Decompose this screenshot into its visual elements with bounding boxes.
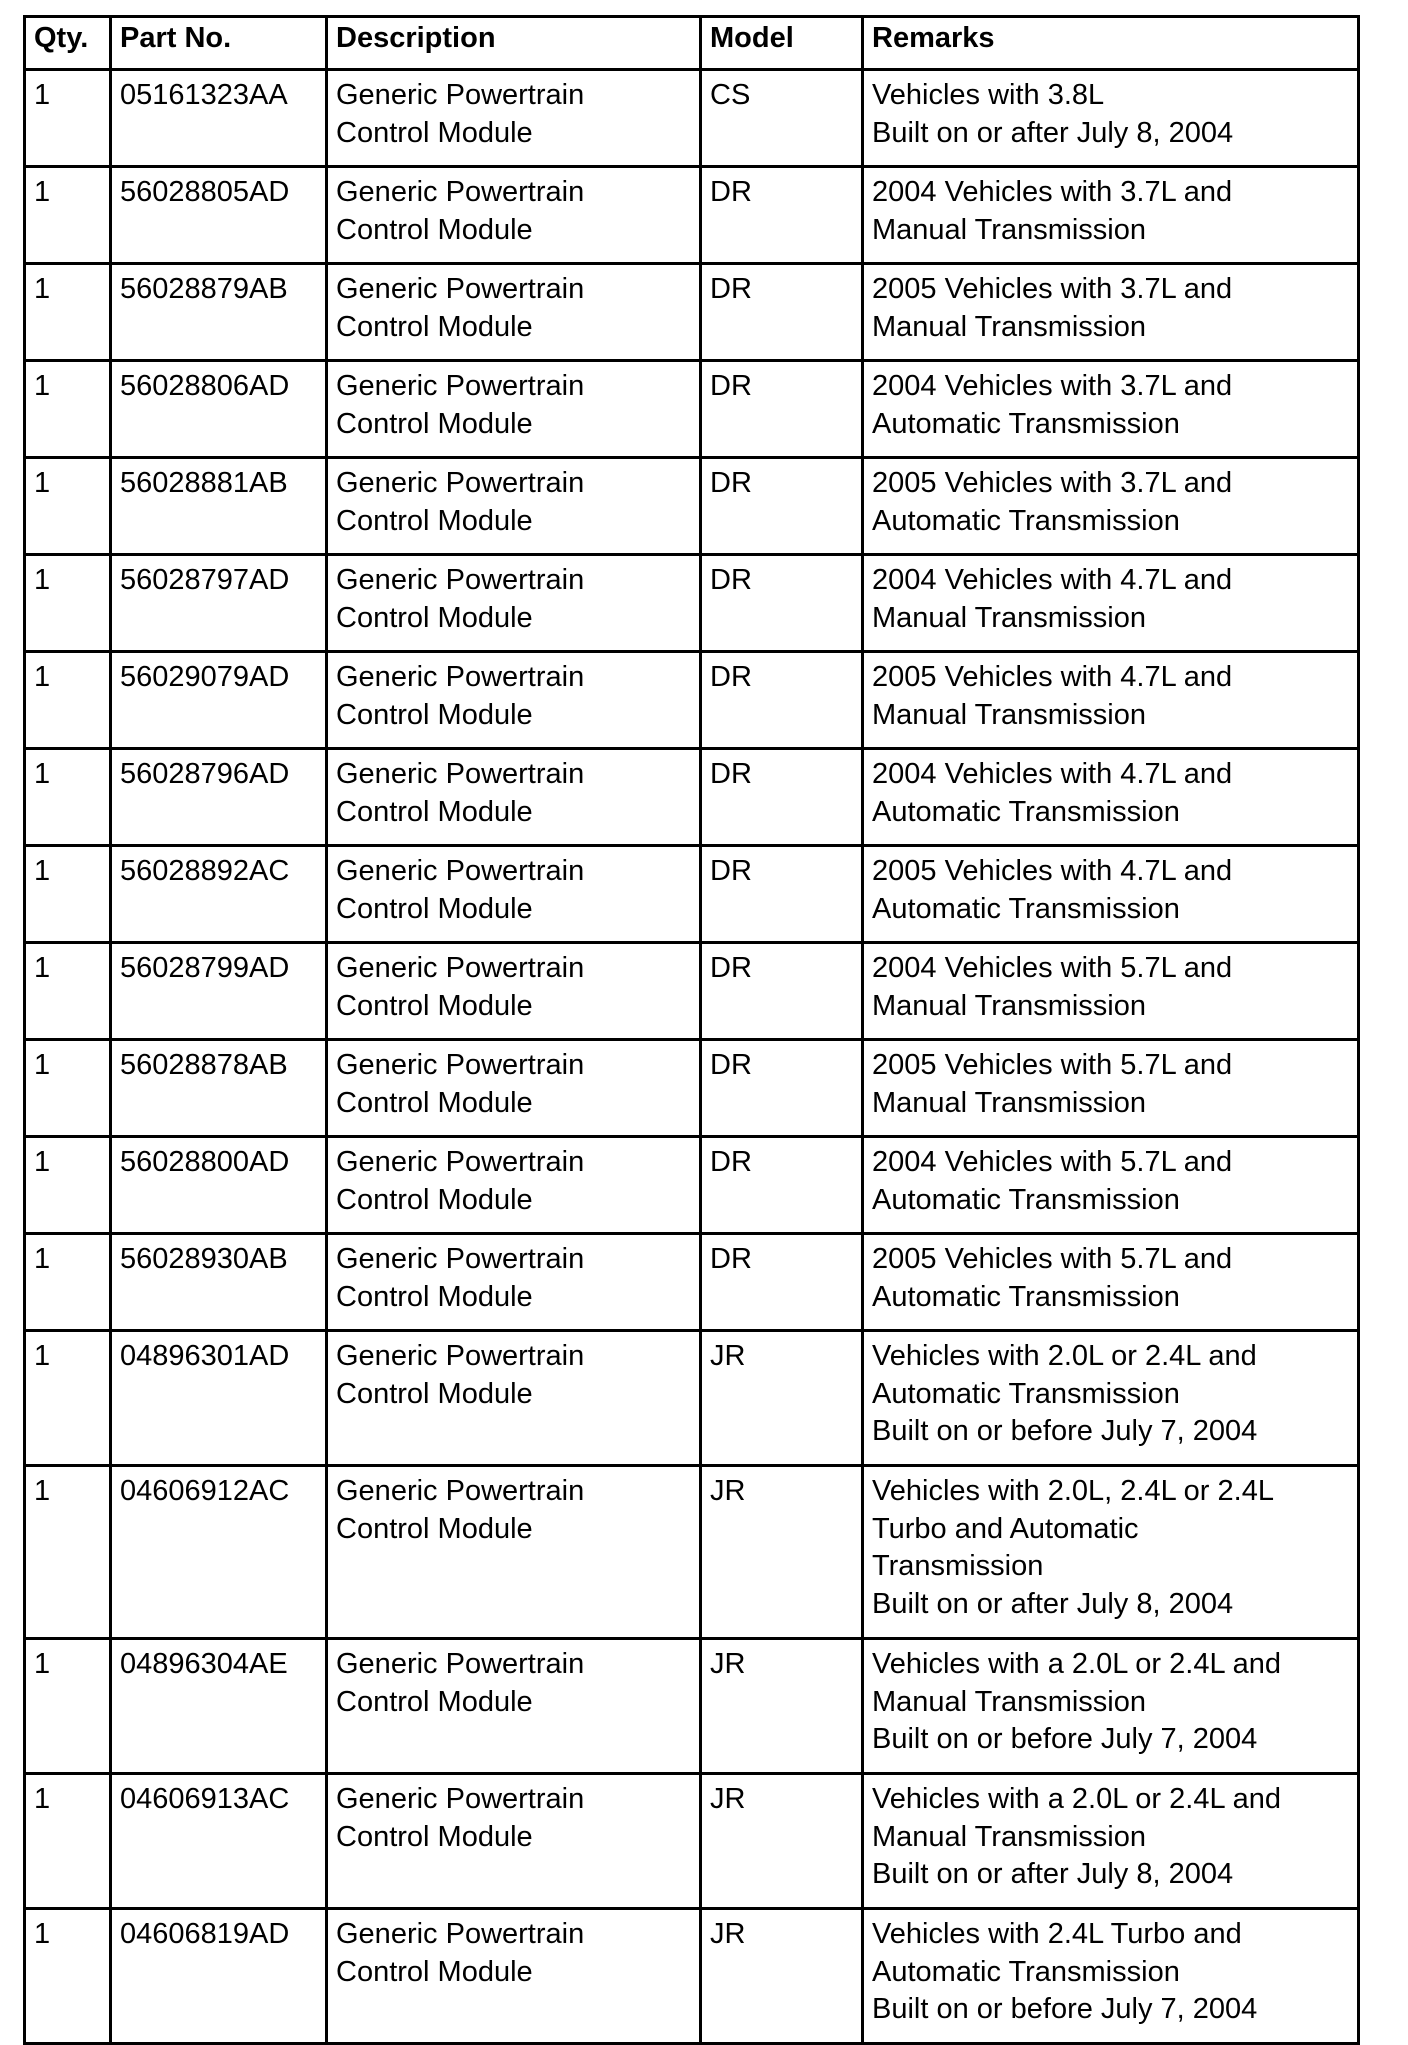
remarks-cell: [863, 167, 1359, 264]
remarks-line: Built on or after July 8, 2004: [872, 1587, 1234, 1620]
part-number-cell: 04896301AD: [111, 1331, 327, 1466]
remarks-cell: [863, 749, 1359, 846]
description-line: Generic Powertrain: [336, 1146, 585, 1178]
qty-cell: 1: [25, 167, 111, 264]
description-line: Control Module: [336, 1377, 533, 1410]
model-cell: JR: [701, 1774, 863, 1909]
table-row: [25, 1466, 1359, 1639]
header-row: [25, 17, 1359, 70]
remarks-cell: [863, 1040, 1359, 1137]
description-cell: [327, 1234, 701, 1331]
description-line: Control Module: [336, 407, 533, 440]
remarks-line: 2005 Vehicles with 3.7L and: [872, 273, 1233, 305]
part-number-cell: 04606912AC: [111, 1466, 327, 1639]
description-line: Generic Powertrain: [336, 1648, 585, 1680]
remarks-line: Manual Transmission: [872, 601, 1146, 634]
remarks-cell: [863, 943, 1359, 1040]
description-line: Control Module: [336, 1820, 533, 1853]
qty-cell: 1: [25, 1774, 111, 1909]
description-line: Control Module: [336, 1685, 533, 1718]
description-line: Control Module: [336, 1183, 533, 1216]
remarks-cell: [863, 1774, 1359, 1909]
description-line: Generic Powertrain: [336, 1340, 585, 1372]
remarks-cell: [863, 846, 1359, 943]
remarks-line: Built on or before July 7, 2004: [872, 1415, 1258, 1447]
description-line: Control Module: [336, 892, 533, 925]
description-line: Control Module: [336, 1512, 533, 1545]
table-row: [25, 1234, 1359, 1331]
description-line: Generic Powertrain: [336, 176, 585, 208]
remarks-line: Vehicles with 3.8L: [872, 79, 1105, 111]
table-row: [25, 70, 1359, 167]
remarks-cell: [863, 555, 1359, 652]
table-row: [25, 1774, 1359, 1909]
remarks-line: 2004 Vehicles with 4.7L and: [872, 564, 1233, 596]
description-line: Generic Powertrain: [336, 758, 585, 790]
model-cell: JR: [701, 1466, 863, 1639]
description-cell: [327, 264, 701, 361]
description-line: Generic Powertrain: [336, 1049, 585, 1081]
remarks-line: Automatic Transmission: [872, 504, 1180, 537]
header-part-no: Part No.: [111, 17, 327, 70]
qty-cell: 1: [25, 1234, 111, 1331]
description-cell: [327, 458, 701, 555]
remarks-line: 2004 Vehicles with 4.7L and: [872, 758, 1233, 790]
qty-cell: 1: [25, 943, 111, 1040]
remarks-line: Automatic Transmission: [872, 1280, 1180, 1313]
description-cell: [327, 1331, 701, 1466]
remarks-line: Automatic Transmission: [872, 1377, 1180, 1410]
description-cell: [327, 749, 701, 846]
qty-cell: 1: [25, 1331, 111, 1466]
remarks-line: 2005 Vehicles with 4.7L and: [872, 661, 1233, 693]
description-cell: [327, 167, 701, 264]
remarks-cell: [863, 458, 1359, 555]
model-cell: CS: [701, 70, 863, 167]
description-line: Control Module: [336, 698, 533, 731]
remarks-line: 2004 Vehicles with 3.7L and: [872, 176, 1233, 208]
description-cell: [327, 1040, 701, 1137]
remarks-line: 2004 Vehicles with 3.7L and: [872, 370, 1233, 402]
remarks-line: Vehicles with 2.0L, 2.4L or 2.4L: [872, 1475, 1274, 1507]
remarks-cell: [863, 1331, 1359, 1466]
table-row: [25, 1331, 1359, 1466]
part-number-cell: 56028878AB: [111, 1040, 327, 1137]
qty-cell: 1: [25, 458, 111, 555]
description-line: Control Module: [336, 989, 533, 1022]
qty-cell: 1: [25, 1466, 111, 1639]
remarks-line: Automatic Transmission: [872, 1183, 1180, 1216]
part-number-cell: 56028799AD: [111, 943, 327, 1040]
description-cell: [327, 1639, 701, 1774]
remarks-cell: [863, 70, 1359, 167]
description-line: Control Module: [336, 601, 533, 634]
qty-cell: 1: [25, 70, 111, 167]
header-remarks: Remarks: [863, 17, 1359, 70]
description-line: Control Module: [336, 310, 533, 343]
part-number-cell: 56028930AB: [111, 1234, 327, 1331]
description-line: Generic Powertrain: [336, 273, 585, 305]
remarks-line: Automatic Transmission: [872, 407, 1180, 440]
remarks-line: Automatic Transmission: [872, 795, 1180, 828]
description-cell: [327, 846, 701, 943]
description-line: Control Module: [336, 504, 533, 537]
remarks-line: Automatic Transmission: [872, 1955, 1180, 1988]
remarks-cell: [863, 1234, 1359, 1331]
model-cell: DR: [701, 1234, 863, 1331]
table-row: [25, 846, 1359, 943]
model-cell: DR: [701, 167, 863, 264]
header-model: Model: [701, 17, 863, 70]
qty-cell: 1: [25, 652, 111, 749]
table-row: [25, 555, 1359, 652]
description-line: Generic Powertrain: [336, 952, 585, 984]
model-cell: DR: [701, 846, 863, 943]
description-line: Generic Powertrain: [336, 1783, 585, 1815]
table-row: [25, 1040, 1359, 1137]
description-cell: [327, 1774, 701, 1909]
description-cell: [327, 652, 701, 749]
description-cell: [327, 361, 701, 458]
remarks-cell: [863, 1466, 1359, 1639]
table-row: [25, 1137, 1359, 1234]
description-cell: [327, 70, 701, 167]
part-number-cell: 56028806AD: [111, 361, 327, 458]
part-number-cell: 04606913AC: [111, 1774, 327, 1909]
part-number-cell: 56028800AD: [111, 1137, 327, 1234]
remarks-line: 2005 Vehicles with 3.7L and: [872, 467, 1233, 499]
description-line: Generic Powertrain: [336, 1918, 585, 1950]
remarks-cell: [863, 1639, 1359, 1774]
remarks-line: Built on or after July 8, 2004: [872, 1858, 1234, 1890]
model-cell: DR: [701, 1040, 863, 1137]
description-cell: [327, 1909, 701, 2044]
remarks-line: Vehicles with 2.4L Turbo and: [872, 1918, 1242, 1950]
table-row: [25, 264, 1359, 361]
part-number-cell: 56028797AD: [111, 555, 327, 652]
model-cell: DR: [701, 361, 863, 458]
qty-cell: 1: [25, 1040, 111, 1137]
description-line: Control Module: [336, 116, 533, 149]
remarks-line: 2005 Vehicles with 4.7L and: [872, 855, 1233, 887]
qty-cell: 1: [25, 1639, 111, 1774]
part-number-cell: 04606819AD: [111, 1909, 327, 2044]
remarks-cell: [863, 1137, 1359, 1234]
description-line: Control Module: [336, 213, 533, 246]
description-cell: [327, 1137, 701, 1234]
remarks-line: Turbo and Automatic: [872, 1512, 1139, 1545]
remarks-line: Manual Transmission: [872, 698, 1146, 731]
header-description: Description: [327, 17, 701, 70]
remarks-line: Manual Transmission: [872, 1820, 1146, 1853]
remarks-line: Manual Transmission: [872, 989, 1146, 1022]
part-number-cell: 56028796AD: [111, 749, 327, 846]
remarks-line: 2004 Vehicles with 5.7L and: [872, 952, 1233, 984]
table-row: [25, 458, 1359, 555]
table-row: [25, 1639, 1359, 1774]
model-cell: DR: [701, 1137, 863, 1234]
table-row: [25, 749, 1359, 846]
model-cell: JR: [701, 1331, 863, 1466]
remarks-line: Built on or after July 8, 2004: [872, 116, 1234, 149]
table-row: [25, 361, 1359, 458]
description-cell: [327, 1466, 701, 1639]
part-number-cell: 04896304AE: [111, 1639, 327, 1774]
description-line: Generic Powertrain: [336, 370, 585, 402]
description-line: Control Module: [336, 1086, 533, 1119]
model-cell: DR: [701, 943, 863, 1040]
qty-cell: 1: [25, 1909, 111, 2044]
remarks-line: Transmission: [872, 1550, 1044, 1582]
description-line: Generic Powertrain: [336, 564, 585, 596]
part-number-cell: 56028892AC: [111, 846, 327, 943]
remarks-line: Vehicles with a 2.0L or 2.4L and: [872, 1783, 1281, 1815]
remarks-line: Automatic Transmission: [872, 892, 1180, 925]
description-line: Generic Powertrain: [336, 661, 585, 693]
table-row: [25, 943, 1359, 1040]
model-cell: DR: [701, 264, 863, 361]
model-cell: DR: [701, 749, 863, 846]
qty-cell: 1: [25, 361, 111, 458]
description-line: Generic Powertrain: [336, 467, 585, 499]
part-number-cell: 05161323AA: [111, 70, 327, 167]
table-row: [25, 1909, 1359, 2044]
description-line: Generic Powertrain: [336, 79, 585, 111]
remarks-cell: [863, 652, 1359, 749]
description-line: Control Module: [336, 1280, 533, 1313]
remarks-line: 2005 Vehicles with 5.7L and: [872, 1049, 1233, 1081]
qty-cell: 1: [25, 264, 111, 361]
model-cell: JR: [701, 1909, 863, 2044]
remarks-line: Built on or before July 7, 2004: [872, 1723, 1258, 1755]
model-cell: JR: [701, 1639, 863, 1774]
remarks-line: Manual Transmission: [872, 1685, 1146, 1718]
remarks-line: 2004 Vehicles with 5.7L and: [872, 1146, 1233, 1178]
table-row: [25, 652, 1359, 749]
remarks-line: Vehicles with 2.0L or 2.4L and: [872, 1340, 1257, 1372]
qty-cell: 1: [25, 749, 111, 846]
remarks-line: 2005 Vehicles with 5.7L and: [872, 1243, 1233, 1275]
description-cell: [327, 943, 701, 1040]
parts-table: [23, 15, 1360, 2045]
remarks-line: Vehicles with a 2.0L or 2.4L and: [872, 1648, 1281, 1680]
qty-cell: 1: [25, 555, 111, 652]
model-cell: DR: [701, 652, 863, 749]
qty-cell: 1: [25, 846, 111, 943]
description-cell: [327, 555, 701, 652]
remarks-line: Manual Transmission: [872, 213, 1146, 246]
remarks-line: Manual Transmission: [872, 1086, 1146, 1119]
description-line: Control Module: [336, 795, 533, 828]
remarks-line: Manual Transmission: [872, 310, 1146, 343]
part-number-cell: 56028881AB: [111, 458, 327, 555]
remarks-line: Built on or before July 7, 2004: [872, 1993, 1258, 2025]
description-line: Generic Powertrain: [336, 1475, 585, 1507]
remarks-cell: [863, 1909, 1359, 2044]
description-line: Control Module: [336, 1955, 533, 1988]
part-number-cell: 56028805AD: [111, 167, 327, 264]
remarks-cell: [863, 264, 1359, 361]
qty-cell: 1: [25, 1137, 111, 1234]
header-qty: Qty.: [25, 17, 111, 70]
model-cell: DR: [701, 458, 863, 555]
part-number-cell: 56028879AB: [111, 264, 327, 361]
description-line: Generic Powertrain: [336, 855, 585, 887]
part-number-cell: 56029079AD: [111, 652, 327, 749]
table-row: [25, 167, 1359, 264]
description-line: Generic Powertrain: [336, 1243, 585, 1275]
remarks-cell: [863, 361, 1359, 458]
model-cell: DR: [701, 555, 863, 652]
